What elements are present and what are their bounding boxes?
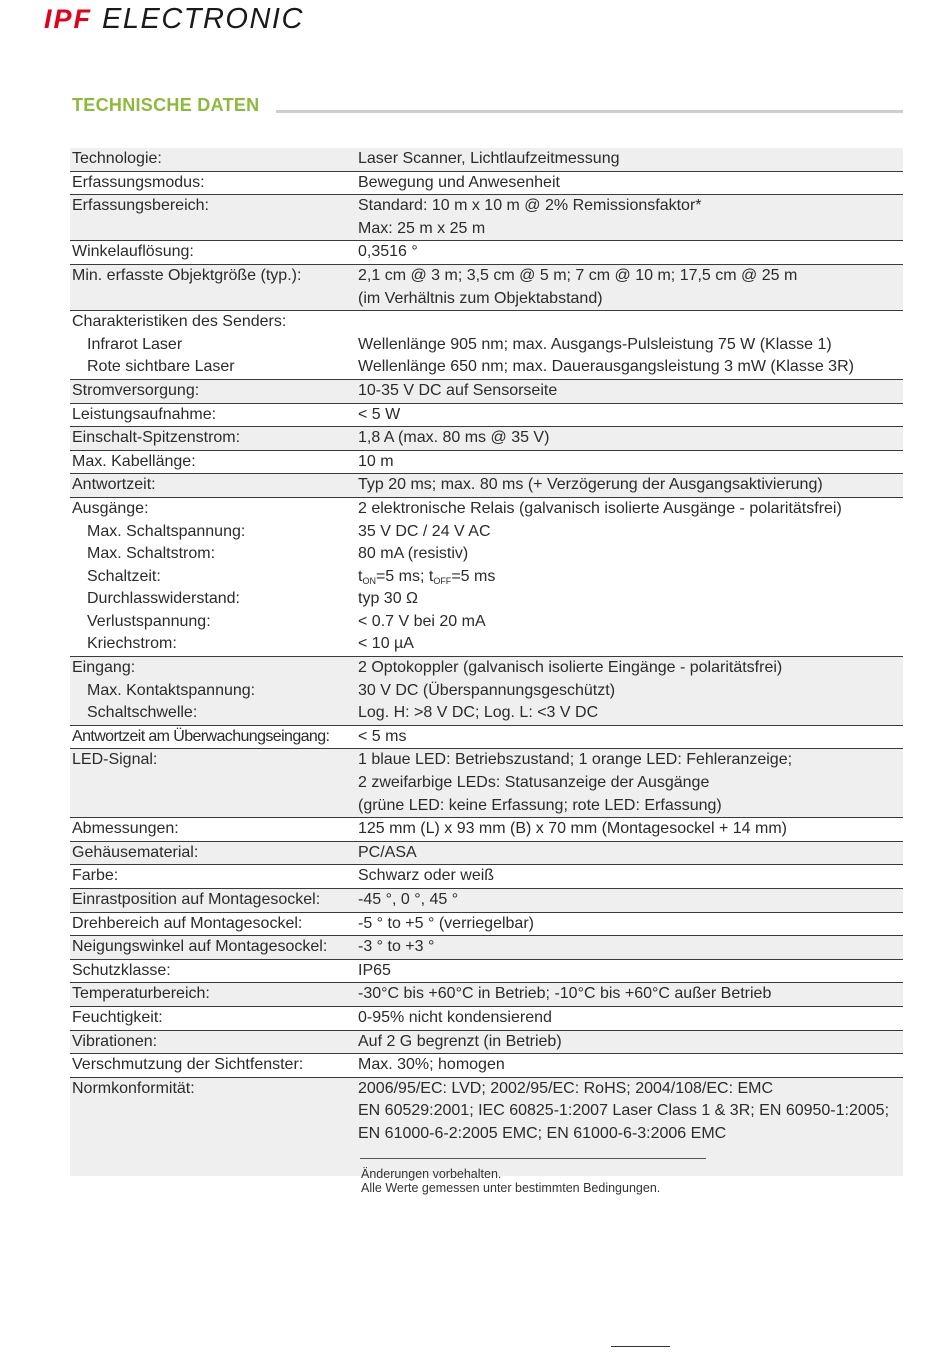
spec-value-cell <box>358 172 903 195</box>
spec-label-cell <box>70 842 358 865</box>
spec-label-cell <box>70 657 358 725</box>
footnote <box>361 1167 660 1195</box>
spec-label-cell <box>70 818 358 841</box>
spec-value: < 5 W <box>358 405 401 423</box>
table-row <box>70 474 903 498</box>
spec-value-cell <box>358 404 903 427</box>
spec-value-cell <box>358 380 903 403</box>
spec-value: 10 m <box>358 452 394 470</box>
spec-value: 2006/95/EC: LVD; 2002/95/EC: RoHS; 2004/108/EC: EMC <box>358 1079 774 1097</box>
spec-value: 1 blaue LED: Betriebszustand; 1 orange LED: Fehleranzeige; <box>358 751 793 769</box>
spec-value: PC/ASA <box>358 843 417 861</box>
table-row <box>70 889 903 913</box>
spec-label-cell <box>70 889 358 912</box>
spec-label-cell <box>70 241 358 264</box>
spec-value: (im Verhältnis zum Objektabstand) <box>358 289 603 307</box>
spec-value: 80 mA (resistiv) <box>358 545 469 563</box>
table-row <box>70 195 903 241</box>
spec-label: Schutzklasse: <box>72 961 171 979</box>
spec-value: Max. 30%; homogen <box>358 1056 505 1074</box>
spec-value-cell <box>358 1054 903 1077</box>
spec-label-cell <box>70 195 358 240</box>
spec-label: Abmessungen: <box>72 820 179 838</box>
spec-value-cell <box>358 498 903 656</box>
spec-label: Gehäusematerial: <box>72 843 199 861</box>
spec-label: Min. erfasste Objektgröße (typ.): <box>72 266 302 284</box>
spec-label: Winkelauflösung: <box>72 243 194 261</box>
spec-value-cell <box>358 913 903 936</box>
table-row <box>70 1054 903 1078</box>
spec-value: Standard: 10 m x 10 m @ 2% Remissionsfaktor* <box>358 197 702 215</box>
schaltzeit-rest1: =5 ms; t <box>375 567 434 585</box>
spec-label <box>72 1123 358 1146</box>
spec-label: Schaltzeit: <box>87 567 161 585</box>
spec-label: Leistungsaufnahme: <box>72 405 217 423</box>
table-row <box>70 265 903 311</box>
technical-data-table <box>70 148 903 1176</box>
spec-label: Max. Kontaktspannung: <box>87 681 256 699</box>
spec-value: < 0.7 V bei 20 mA <box>358 612 486 630</box>
spec-label: Durchlasswiderstand: <box>87 590 240 608</box>
footnote-line-2: Alle Werte gemessen unter bestimmten Bedingungen. <box>361 1181 661 1195</box>
spec-value: 2 elektronische Relais (galvanisch isolierte Ausgänge - polaritätsfrei) <box>358 499 842 517</box>
table-row <box>70 172 903 196</box>
spec-label-cell <box>70 427 358 450</box>
spec-label-cell <box>70 749 358 817</box>
spec-value: 10-35 V DC auf Sensorseite <box>358 381 558 399</box>
spec-value-cell <box>358 889 903 912</box>
spec-label: Verlustspannung: <box>87 612 211 630</box>
spec-label-cell <box>70 311 358 379</box>
spec-label: Normkonformität: <box>72 1079 195 1097</box>
spec-label <box>72 795 358 818</box>
footnote-divider <box>360 1158 706 1159</box>
spec-value: EN 61000-6-2:2005 EMC; EN 61000-6-3:2006 EMC <box>358 1124 727 1142</box>
schaltzeit-value <box>358 566 903 589</box>
spec-value-cell <box>358 657 903 725</box>
spec-label-cell <box>70 726 358 749</box>
spec-label <box>72 288 358 311</box>
spec-label-cell <box>70 474 358 497</box>
page-bottom-rule <box>611 1346 670 1347</box>
spec-label: Einschalt-Spitzenstrom: <box>72 429 241 447</box>
schaltzeit-rest2: =5 ms <box>451 567 496 585</box>
spec-value-cell <box>358 749 903 817</box>
schaltzeit-sub1: ON <box>362 575 376 586</box>
spec-value-cell <box>358 474 903 497</box>
spec-value: -3 ° to +3 ° <box>358 938 435 956</box>
spec-value: IP65 <box>358 961 391 979</box>
table-row <box>70 1007 903 1031</box>
spec-label-cell <box>70 936 358 959</box>
schaltzeit-sub2: OFF <box>433 575 452 586</box>
spec-value-cell <box>358 311 903 379</box>
spec-label <box>72 218 358 241</box>
logo-electronic-text: ELECTRONIC <box>102 3 304 35</box>
spec-value-cell <box>358 451 903 474</box>
spec-value-cell <box>358 427 903 450</box>
spec-value: EN 60529:2001; IEC 60825-1:2007 Laser Class 1 & 3R; EN 60950-1:2005; <box>358 1102 890 1120</box>
spec-label <box>72 1100 358 1123</box>
spec-label: Antwortzeit: <box>72 476 156 494</box>
spec-label: Temperaturbereich: <box>72 985 210 1003</box>
spec-value-cell <box>358 148 903 171</box>
spec-value: Bewegung und Anwesenheit <box>358 173 560 191</box>
spec-value-cell <box>358 726 903 749</box>
table-row <box>70 936 903 960</box>
spec-label: Charakteristiken des Senders: <box>72 313 287 331</box>
spec-value-cell <box>358 241 903 264</box>
section-title-rule <box>276 110 903 113</box>
spec-value-cell <box>358 960 903 983</box>
section-title: TECHNISCHE DATEN <box>72 95 260 115</box>
spec-label-cell <box>70 265 358 310</box>
table-row <box>70 404 903 428</box>
spec-value: Wellenlänge 905 nm; max. Ausgangs-Pulsleistung 75 W (Klasse 1) <box>358 335 832 353</box>
spec-label: Drehbereich auf Montagesockel: <box>72 914 303 932</box>
table-row <box>70 311 903 380</box>
spec-label: Max. Schaltstrom: <box>87 545 216 563</box>
spec-value-cell <box>358 1078 903 1146</box>
spec-label: Antwortzeit am Überwachungseingang: <box>72 727 330 745</box>
table-row <box>70 842 903 866</box>
spec-label: Stromversorgung: <box>72 381 200 399</box>
spec-value: Max: 25 m x 25 m <box>358 219 486 237</box>
table-row <box>70 148 903 172</box>
table-row <box>70 1031 903 1055</box>
spec-label: Max. Schaltspannung: <box>87 522 246 540</box>
spec-value <box>358 311 903 334</box>
spec-label: Ausgänge: <box>72 499 149 517</box>
spec-label: Erfassungsbereich: <box>72 197 209 215</box>
spec-label-cell <box>70 498 358 656</box>
spec-value: -5 ° to +5 ° (verriegelbar) <box>358 914 534 932</box>
spec-label-cell <box>70 1054 358 1077</box>
spec-value: < 10 µA <box>358 635 414 653</box>
spec-value: -45 °, 0 °, 45 ° <box>358 891 459 908</box>
spec-label: Neigungswinkel auf Montagesockel: <box>72 938 328 956</box>
footnote-line-1: Änderungen vorbehalten. <box>361 1167 502 1181</box>
spec-value: Schwarz oder weiß <box>358 867 495 885</box>
spec-label: Eingang: <box>72 659 136 677</box>
spec-label: Feuchtigkeit: <box>72 1008 163 1026</box>
spec-value: Wellenlänge 650 nm; max. Dauerausgangsleistung 3 mW (Klasse 3R) <box>358 358 854 376</box>
spec-label: Schaltschwelle: <box>87 704 198 722</box>
spec-label-cell <box>70 1031 358 1054</box>
company-logo <box>44 3 304 37</box>
table-row <box>70 498 903 657</box>
spec-value: 2,1 cm @ 3 m; 3,5 cm @ 5 m; 7 cm @ 10 m; 17,5 cm @ 25 m <box>358 266 798 284</box>
spec-label-cell <box>70 380 358 403</box>
spec-label-cell <box>70 865 358 888</box>
table-row <box>70 983 903 1007</box>
spec-value-cell <box>358 1007 903 1030</box>
spec-value: 2 Optokoppler (galvanisch isolierte Eingänge - polaritätsfrei) <box>358 659 783 677</box>
spec-label: Farbe: <box>72 867 119 885</box>
spec-label: Kriechstrom: <box>87 635 177 653</box>
table-row <box>70 241 903 265</box>
spec-label: Rote sichtbare Laser <box>87 358 235 376</box>
spec-value-cell <box>358 983 903 1006</box>
spec-value: (grüne LED: keine Erfassung; rote LED: Erfassung) <box>358 796 722 814</box>
spec-label: Erfassungsmodus: <box>72 173 205 191</box>
spec-value-cell <box>358 195 903 240</box>
spec-value: 0,3516 ° <box>358 243 418 261</box>
spec-value: Log. H: >8 V DC; Log. L: <3 V DC <box>358 704 599 722</box>
spec-value: 2 zweifarbige LEDs: Statusanzeige der Ausgänge <box>358 774 710 792</box>
spec-label: Infrarot Laser <box>87 335 183 353</box>
spec-value: Typ 20 ms; max. 80 ms (+ Verzögerung der Ausgangsaktivierung) <box>358 476 823 494</box>
spec-value-cell <box>358 818 903 841</box>
spec-value: Auf 2 G begrenzt (in Betrieb) <box>358 1032 562 1050</box>
spec-label-cell <box>70 404 358 427</box>
table-row <box>70 726 903 750</box>
spec-label-cell <box>70 451 358 474</box>
spec-label-cell <box>70 913 358 936</box>
table-row <box>70 1078 903 1176</box>
spec-value-cell <box>358 1031 903 1054</box>
spec-value: 0-95% nicht kondensierend <box>358 1008 552 1026</box>
spec-label-cell <box>70 172 358 195</box>
spec-value: 1,8 A (max. 80 ms @ 35 V) <box>358 429 550 447</box>
spec-value-cell <box>358 936 903 959</box>
spec-label-cell <box>70 983 358 1006</box>
spec-value: typ 30 Ω <box>358 590 418 608</box>
table-row <box>70 960 903 984</box>
spec-label <box>72 772 358 795</box>
spec-value-cell <box>358 865 903 888</box>
spec-label: LED-Signal: <box>72 751 158 769</box>
spec-value-cell <box>358 265 903 310</box>
table-row <box>70 865 903 889</box>
spec-value: 30 V DC (Überspannungsgeschützt) <box>358 681 616 699</box>
logo-brand-text: IPF <box>44 4 93 34</box>
table-row <box>70 818 903 842</box>
spec-label-cell <box>70 148 358 171</box>
schaltzeit-t1: t <box>358 567 363 585</box>
spec-label: Einrastposition auf Montagesockel: <box>72 891 321 908</box>
table-row <box>70 913 903 937</box>
spec-value: Laser Scanner, Lichtlaufzeitmessung <box>358 150 620 167</box>
spec-label: Verschmutzung der Sichtfenster: <box>72 1056 304 1074</box>
spec-value-cell <box>358 842 903 865</box>
table-row <box>70 451 903 475</box>
table-row <box>70 427 903 451</box>
spec-value: 125 mm (L) x 93 mm (B) x 70 mm (Montagesockel + 14 mm) <box>358 820 787 838</box>
table-row <box>70 657 903 726</box>
spec-value: 35 V DC / 24 V AC <box>358 522 491 540</box>
spec-label-cell <box>70 1007 358 1030</box>
spec-label: Vibrationen: <box>72 1032 158 1050</box>
spec-value: -30°C bis +60°C in Betrieb; -10°C bis +60°C außer Betrieb <box>358 985 772 1003</box>
spec-value: < 5 ms <box>358 727 407 745</box>
spec-label: Technologie: <box>72 150 162 167</box>
table-row <box>70 380 903 404</box>
spec-label-cell <box>70 960 358 983</box>
table-row <box>70 749 903 818</box>
spec-label: Max. Kabellänge: <box>72 452 196 470</box>
spec-label-cell <box>70 1078 358 1146</box>
